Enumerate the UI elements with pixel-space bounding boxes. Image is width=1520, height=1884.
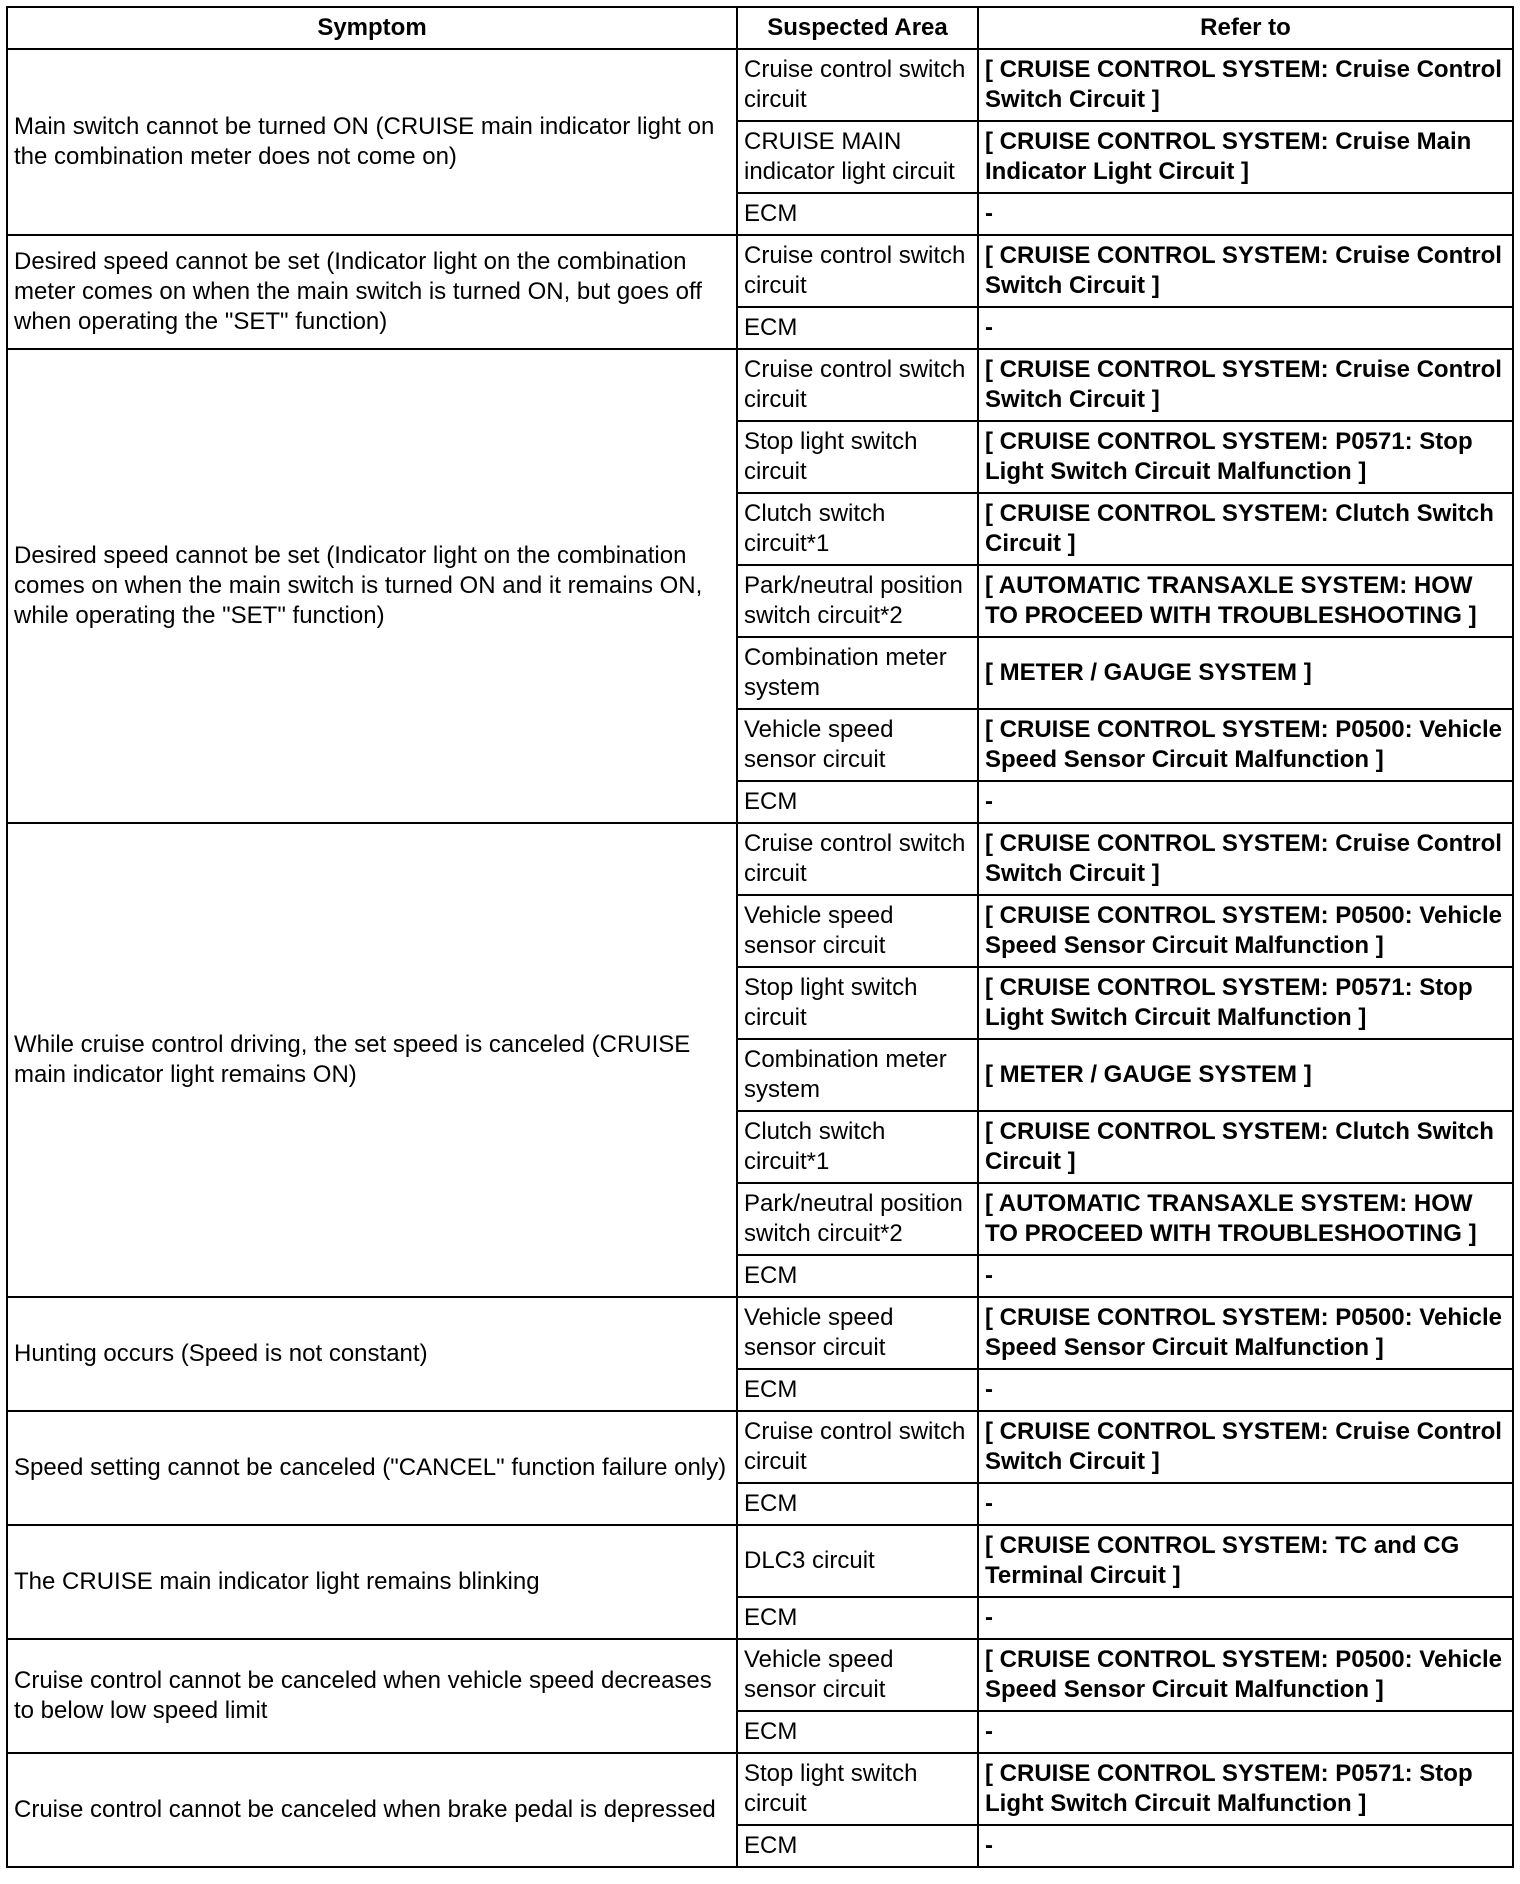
suspected-area-cell: Cruise control switch circuit xyxy=(737,49,978,121)
table-body xyxy=(7,49,1513,1867)
header-suspected-area: Suspected Area xyxy=(737,7,978,49)
refer-to-cell: [ CRUISE CONTROL SYSTEM: Cruise Control Switch Circuit ] xyxy=(978,49,1513,121)
symptom-cell: Desired speed cannot be set (Indicator light on the combination meter comes on when the main switch is turned ON, but goes off when operating the "SET" function) xyxy=(7,235,737,349)
refer-to-cell: [ CRUISE CONTROL SYSTEM: P0500: Vehicle Speed Sensor Circuit Malfunction ] xyxy=(978,1639,1513,1711)
refer-to-cell: - xyxy=(978,307,1513,349)
header-symptom: Symptom xyxy=(7,7,737,49)
suspected-area-cell: Clutch switch circuit*1 xyxy=(737,1111,978,1183)
refer-to-cell: [ AUTOMATIC TRANSAXLE SYSTEM: HOW TO PROCEED WITH TROUBLESHOOTING ] xyxy=(978,1183,1513,1255)
suspected-area-cell: Combination meter system xyxy=(737,637,978,709)
symptom-cell: The CRUISE main indicator light remains blinking xyxy=(7,1525,737,1639)
suspected-area-cell: ECM xyxy=(737,1597,978,1639)
refer-to-cell: - xyxy=(978,1711,1513,1753)
suspected-area-cell: Vehicle speed sensor circuit xyxy=(737,1297,978,1369)
refer-to-cell: [ CRUISE CONTROL SYSTEM: Cruise Main Indicator Light Circuit ] xyxy=(978,121,1513,193)
refer-to-cell: [ CRUISE CONTROL SYSTEM: P0571: Stop Light Switch Circuit Malfunction ] xyxy=(978,1753,1513,1825)
refer-to-cell: - xyxy=(978,781,1513,823)
symptom-cell: Desired speed cannot be set (Indicator light on the combination comes on when the main switch is turned ON and it remains ON, while operating the "SET" function) xyxy=(7,349,737,823)
symptom-cell: Hunting occurs (Speed is not constant) xyxy=(7,1297,737,1411)
suspected-area-cell: Clutch switch circuit*1 xyxy=(737,493,978,565)
suspected-area-cell: Vehicle speed sensor circuit xyxy=(737,1639,978,1711)
refer-to-cell: - xyxy=(978,1597,1513,1639)
table-row xyxy=(7,1297,1513,1369)
table-row xyxy=(7,1525,1513,1597)
suspected-area-cell: ECM xyxy=(737,781,978,823)
suspected-area-cell: Cruise control switch circuit xyxy=(737,349,978,421)
refer-to-cell: [ CRUISE CONTROL SYSTEM: Cruise Control Switch Circuit ] xyxy=(978,349,1513,421)
refer-to-cell: [ CRUISE CONTROL SYSTEM: P0500: Vehicle Speed Sensor Circuit Malfunction ] xyxy=(978,709,1513,781)
table-row xyxy=(7,1411,1513,1483)
symptom-cell: Speed setting cannot be canceled ("CANCEL" function failure only) xyxy=(7,1411,737,1525)
refer-to-cell: [ CRUISE CONTROL SYSTEM: P0500: Vehicle Speed Sensor Circuit Malfunction ] xyxy=(978,1297,1513,1369)
table-row xyxy=(7,1639,1513,1711)
suspected-area-cell: ECM xyxy=(737,1825,978,1867)
suspected-area-cell: DLC3 circuit xyxy=(737,1525,978,1597)
refer-to-cell: [ CRUISE CONTROL SYSTEM: Clutch Switch Circuit ] xyxy=(978,493,1513,565)
table-row xyxy=(7,1753,1513,1825)
suspected-area-cell: Vehicle speed sensor circuit xyxy=(737,895,978,967)
suspected-area-cell: Stop light switch circuit xyxy=(737,967,978,1039)
refer-to-cell: - xyxy=(978,1369,1513,1411)
suspected-area-cell: Cruise control switch circuit xyxy=(737,235,978,307)
table-row xyxy=(7,823,1513,895)
refer-to-cell: [ METER / GAUGE SYSTEM ] xyxy=(978,1039,1513,1111)
suspected-area-cell: ECM xyxy=(737,193,978,235)
refer-to-cell: [ METER / GAUGE SYSTEM ] xyxy=(978,637,1513,709)
suspected-area-cell: ECM xyxy=(737,1255,978,1297)
suspected-area-cell: CRUISE MAIN indicator light circuit xyxy=(737,121,978,193)
symptom-cell: Cruise control cannot be canceled when brake pedal is depressed xyxy=(7,1753,737,1867)
refer-to-cell: [ CRUISE CONTROL SYSTEM: P0571: Stop Light Switch Circuit Malfunction ] xyxy=(978,421,1513,493)
refer-to-cell: [ AUTOMATIC TRANSAXLE SYSTEM: HOW TO PROCEED WITH TROUBLESHOOTING ] xyxy=(978,565,1513,637)
refer-to-cell: [ CRUISE CONTROL SYSTEM: P0500: Vehicle Speed Sensor Circuit Malfunction ] xyxy=(978,895,1513,967)
refer-to-cell: - xyxy=(978,193,1513,235)
header-refer-to: Refer to xyxy=(978,7,1513,49)
troubleshooting-table xyxy=(6,6,1514,1868)
table-row xyxy=(7,49,1513,121)
symptom-cell: Main switch cannot be turned ON (CRUISE main indicator light on the combination meter does not come on) xyxy=(7,49,737,235)
refer-to-cell: [ CRUISE CONTROL SYSTEM: TC and CG Terminal Circuit ] xyxy=(978,1525,1513,1597)
refer-to-cell: [ CRUISE CONTROL SYSTEM: Cruise Control Switch Circuit ] xyxy=(978,235,1513,307)
suspected-area-cell: Park/neutral position switch circuit*2 xyxy=(737,1183,978,1255)
refer-to-cell: - xyxy=(978,1825,1513,1867)
suspected-area-cell: ECM xyxy=(737,1483,978,1525)
suspected-area-cell: Vehicle speed sensor circuit xyxy=(737,709,978,781)
refer-to-cell: [ CRUISE CONTROL SYSTEM: P0571: Stop Light Switch Circuit Malfunction ] xyxy=(978,967,1513,1039)
suspected-area-cell: Stop light switch circuit xyxy=(737,1753,978,1825)
refer-to-cell: - xyxy=(978,1483,1513,1525)
table-header xyxy=(7,7,1513,49)
suspected-area-cell: Combination meter system xyxy=(737,1039,978,1111)
suspected-area-cell: Stop light switch circuit xyxy=(737,421,978,493)
table-row xyxy=(7,235,1513,307)
refer-to-cell: [ CRUISE CONTROL SYSTEM: Cruise Control Switch Circuit ] xyxy=(978,1411,1513,1483)
refer-to-cell: [ CRUISE CONTROL SYSTEM: Clutch Switch Circuit ] xyxy=(978,1111,1513,1183)
refer-to-cell: [ CRUISE CONTROL SYSTEM: Cruise Control Switch Circuit ] xyxy=(978,823,1513,895)
symptom-cell: Cruise control cannot be canceled when vehicle speed decreases to below low speed limit xyxy=(7,1639,737,1753)
suspected-area-cell: Park/neutral position switch circuit*2 xyxy=(737,565,978,637)
table-row xyxy=(7,349,1513,421)
suspected-area-cell: ECM xyxy=(737,307,978,349)
refer-to-cell: - xyxy=(978,1255,1513,1297)
suspected-area-cell: ECM xyxy=(737,1711,978,1753)
symptom-cell: While cruise control driving, the set speed is canceled (CRUISE main indicator light remains ON) xyxy=(7,823,737,1297)
suspected-area-cell: Cruise control switch circuit xyxy=(737,1411,978,1483)
header-row xyxy=(7,7,1513,49)
suspected-area-cell: ECM xyxy=(737,1369,978,1411)
suspected-area-cell: Cruise control switch circuit xyxy=(737,823,978,895)
